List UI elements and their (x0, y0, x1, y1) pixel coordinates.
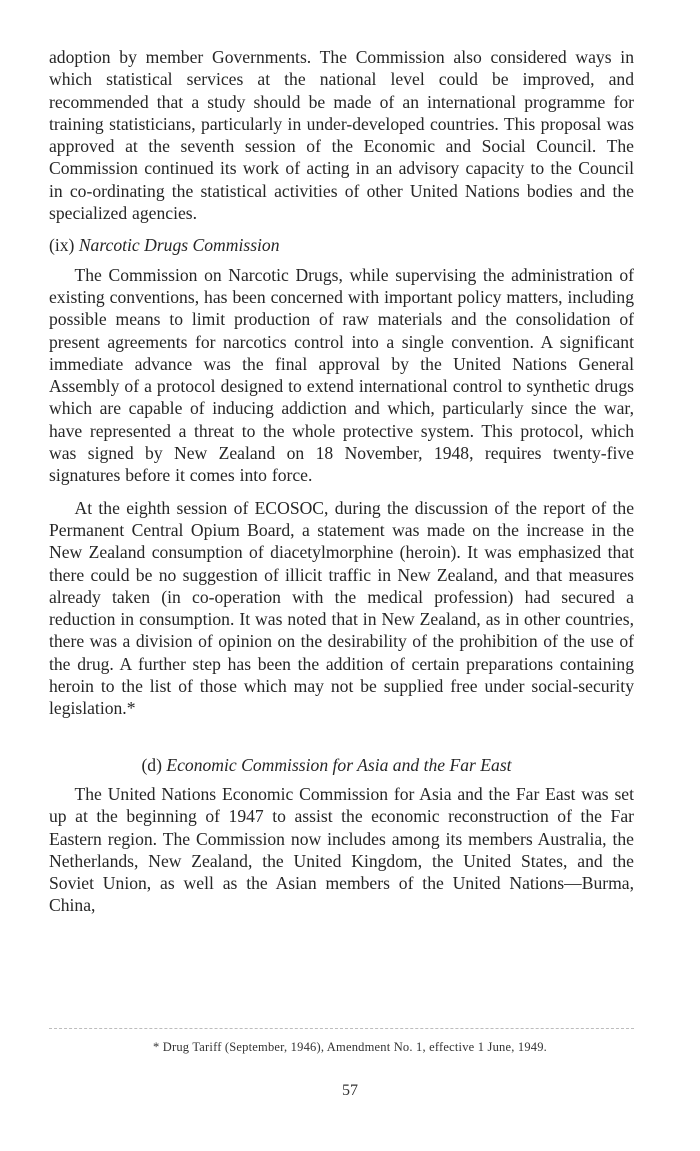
footnote-divider (49, 1028, 634, 1029)
section-title: Economic Commission for Asia and the Far East (166, 754, 512, 775)
paragraph-ecafe: The United Nations Economic Commission for Asia and the Far East was set up at the beginning of 1947 to assist the economic reconstruction of the Far Eastern region. The Commission now includes among its members Australia, the Netherlands, New Zealand, the United Kingdom, the United States, and the Soviet Union, as well as the Asian members of the United Nations—Burma, China, (49, 783, 634, 916)
page-body (49, 46, 634, 917)
paragraph-statistics-continued: adoption by member Governments. The Commission also considered ways in which statistical services at the national level could be improved, and recommended that a study should be made of an international programme for training statisticians, particularly in under-developed countries. This proposal was approved at the seventh session of the Economic and Social Council. The Commission continued its work of acting in an advisory capacity to the Council in co-ordinating the statistical activities of other United Nations bodies and the specialized agencies. (49, 47, 634, 224)
footnote: * Drug Tariff (September, 1946), Amendment No. 1, effective 1 June, 1949. (152, 1040, 548, 1054)
paragraph-ecosoc-heroin: At the eighth session of ECOSOC, during the discussion of the report of the Permanent Central Opium Board, a statement was made on the increase in the New Zealand consumption of diacetylmorphine (heroin). It was emphasized that there could be no suggestion of illicit traffic in New Zealand, and that measures already taken (in co-operation with the medical profession) had secured a reduction in consumption. It was noted that in New Zealand, as in other countries, there was a division of opinion on the desirability of the prohibition of the use of the drug. A further step has been the addition of certain preparations containing heroin to the list of those which may not be supplied free under social-security legislation.* (49, 497, 634, 719)
section-letter: (d) (141, 754, 162, 775)
page-number: 57 (342, 1082, 358, 1099)
paragraph-narcotic-drugs: The Commission on Narcotic Drugs, while supervising the administration of existing conventions, has been concerned with important policy matters, including possible means to limit production of raw materials and the consolidation of present agreements for narcotics control into a single convention. A significant immediate advance was the final approval by the United Nations General Assembly of a protocol designed to extend international control to synthetic drugs which are capable of inducing addiction and which, particularly since the war, have represented a threat to the whole protective system. This protocol, which was signed by New Zealand on 18 November, 1948, requires twenty-five signatures before it comes into force. (49, 264, 634, 486)
section-heading-d (49, 754, 634, 776)
section-title: Narcotic Drugs Commission (78, 235, 280, 256)
section-number: (ix) (49, 235, 75, 256)
section-heading-ix (49, 234, 634, 256)
